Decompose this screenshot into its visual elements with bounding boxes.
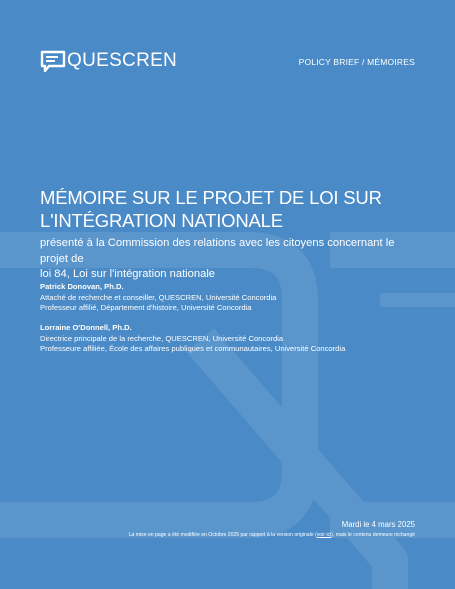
author-affiliation: Directrice principale de la recherche, QUESCREN, Université Concordia: [40, 333, 284, 343]
document-title: [40, 186, 420, 232]
document-subtitle: [40, 236, 420, 283]
document-type-label: POLICY BRIEF / MÉMOIRES: [298, 57, 415, 67]
logo-text: QUESCREN: [67, 50, 178, 71]
note-text: ), mais le contenu demeure inchangé: [331, 532, 415, 538]
author-affiliation: Attaché de recherche et conseiller, QUESCREN, Université Concordia: [40, 292, 277, 302]
note-text: La mise en page a été modifiée en Octobre 2025 par rapport à la version originale (: [128, 532, 317, 538]
author-affiliation: Professeur affilié, Département d'histoire, Université Concordia: [40, 303, 252, 313]
subtitle-line: présenté à la Commission des relations avec les citoyens concernant le projet de: [40, 237, 395, 265]
author-block: [40, 323, 420, 355]
original-version-link[interactable]: voir ici: [316, 532, 332, 538]
title-line: MÉMOIRE SUR LE PROJET DE LOI SUR: [40, 187, 382, 208]
author-name: Lorraine O'Donnell, Ph.D.: [40, 323, 132, 332]
publication-date: Mardi le 4 mars 2025: [341, 520, 415, 529]
quescren-logo-icon: [40, 48, 66, 74]
layout-note: [129, 532, 415, 538]
title-line: L'INTÉGRATION NATIONALE: [40, 210, 283, 231]
author-name: Patrick Donovan, Ph.D.: [40, 282, 124, 291]
author-affiliation: Professeure affiliée, École des affaires publiques et communautaires, Université Concordia: [40, 344, 346, 354]
subtitle-line: loi 84, Loi sur l'intégration nationale: [40, 268, 216, 280]
author-block: [40, 282, 420, 314]
quescren-logo: [40, 47, 177, 75]
